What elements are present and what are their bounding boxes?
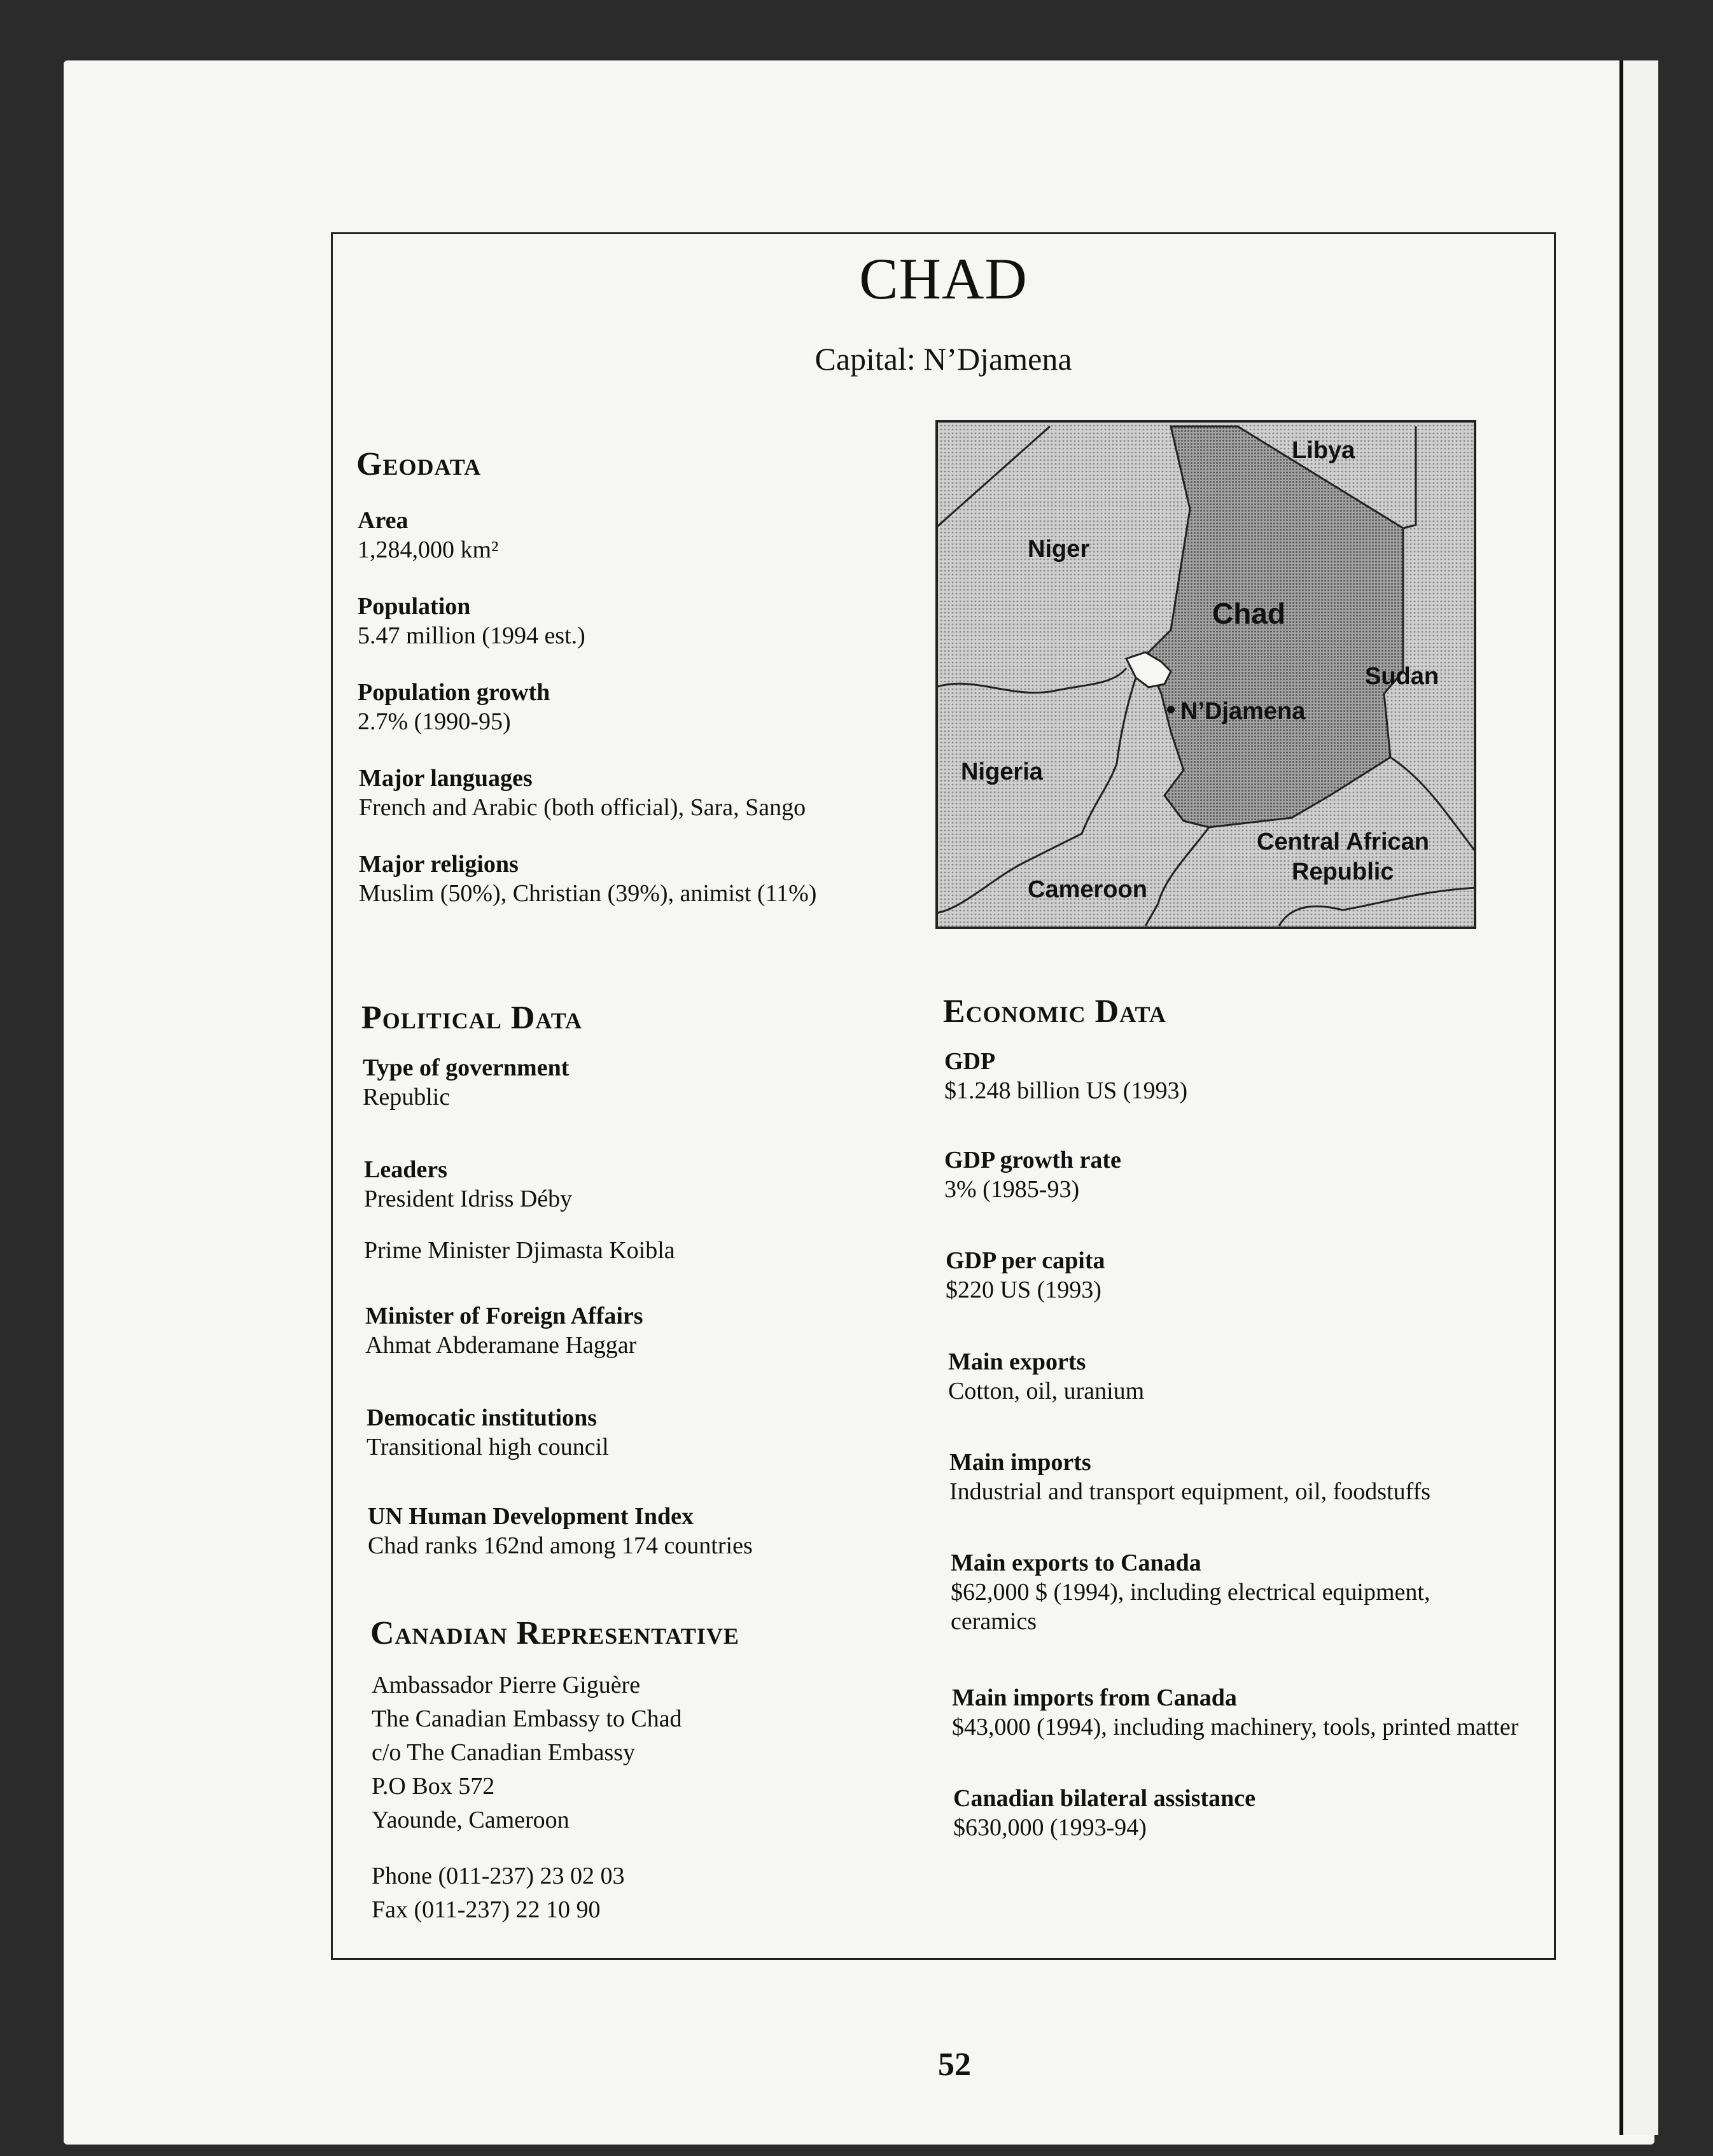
exports-to-canada-value-2: ceramics: [951, 1608, 1037, 1635]
geodata-area: [358, 506, 498, 564]
leaders-label: Leaders: [364, 1156, 447, 1183]
rep-phone: Phone (011-237) 23 02 03: [372, 1863, 625, 1889]
ndjamena-marker: [1167, 706, 1175, 713]
hdi-value: Chad ranks 162nd among 174 countries: [368, 1532, 753, 1559]
map-label-sudan: Sudan: [1365, 663, 1439, 690]
rep-line-1: Ambassador Pierre Giguère: [372, 1672, 641, 1698]
languages-label: Major languages: [359, 765, 533, 792]
economic-bilateral-assistance: [953, 1784, 1255, 1842]
page-title: CHAD: [859, 246, 1028, 311]
map-label-chad: Chad: [1212, 597, 1285, 630]
bilateral-assistance-value: $630,000 (1993-94): [953, 1814, 1147, 1841]
economic-gdp: [944, 1047, 1187, 1105]
main-exports-label: Main exports: [948, 1348, 1086, 1375]
map-label-libya: Libya: [1292, 437, 1355, 464]
economic-gdp-growth: [944, 1145, 1121, 1204]
foreign-minister-label: Minister of Foreign Affairs: [365, 1303, 643, 1329]
exports-to-canada-label: Main exports to Canada: [951, 1550, 1201, 1576]
gdp-growth-label: GDP growth rate: [944, 1147, 1121, 1173]
political-hdi: [368, 1502, 753, 1560]
foreign-minister-value: Ahmat Abderamane Haggar: [365, 1332, 637, 1359]
geodata-heading: Geodata: [356, 446, 482, 482]
population-growth-value: 2.7% (1990-95): [358, 708, 511, 735]
religions-label: Major religions: [359, 851, 519, 878]
political-government: [363, 1053, 569, 1112]
religions-value: Muslim (50%), Christian (39%), animist (11%): [359, 880, 817, 907]
political-leaders: [364, 1155, 572, 1214]
economic-main-exports: [948, 1347, 1144, 1406]
gdp-value: $1.248 billion US (1993): [944, 1077, 1188, 1104]
political-foreign-minister: [365, 1301, 643, 1360]
bilateral-assistance-label: Canadian bilateral assistance: [953, 1785, 1256, 1812]
map-label-niger: Niger: [1028, 536, 1090, 563]
gdp-growth-value: 3% (1985-93): [944, 1176, 1080, 1203]
gdp-per-capita-value: $220 US (1993): [946, 1277, 1101, 1303]
gdp-label: GDP: [944, 1048, 996, 1075]
capital-line: Capital: N’Djamena: [815, 341, 1072, 377]
economic-exports-to-canada: [951, 1548, 1430, 1636]
population-value: 5.47 million (1994 est.): [358, 622, 585, 649]
geodata-population: [358, 592, 585, 650]
government-value: Republic: [363, 1084, 451, 1110]
canadian-representative-heading: Canadian Representative: [370, 1615, 739, 1651]
rep-fax: Fax (011-237) 22 10 90: [372, 1896, 601, 1923]
main-exports-value: Cotton, oil, uranium: [948, 1378, 1145, 1404]
political-data-heading: Political Data: [361, 1000, 583, 1036]
economic-main-imports: [949, 1448, 1430, 1506]
economic-data-heading: Economic Data: [943, 993, 1166, 1030]
rep-line-2: The Canadian Embassy to Chad: [372, 1705, 682, 1732]
map-label-cameroon: Cameroon: [1028, 876, 1147, 903]
geodata-religions: [359, 850, 816, 908]
imports-from-canada-label: Main imports from Canada: [952, 1684, 1237, 1711]
page-number: 52: [938, 2047, 971, 2083]
main-imports-label: Main imports: [949, 1449, 1091, 1476]
geodata-population-growth: [358, 678, 550, 736]
imports-from-canada-value: $43,000 (1994), including machinery, tools, printed matter: [952, 1714, 1519, 1740]
government-label: Type of government: [363, 1054, 570, 1081]
exports-to-canada-value-1: $62,000 $ (1994), including electrical equipment,: [951, 1579, 1430, 1606]
rep-line-3: c/o The Canadian Embassy: [372, 1739, 636, 1766]
page-binding-edge: [1619, 60, 1658, 2135]
area-label: Area: [358, 507, 409, 534]
chad-region-map: [935, 420, 1476, 929]
hdi-label: UN Human Development Index: [368, 1503, 694, 1530]
leader-prime-minister: Prime Minister Djimasta Koibla: [364, 1237, 675, 1264]
leader-president: President Idriss Déby: [364, 1186, 573, 1212]
map-label-car-2: Republic: [1292, 858, 1394, 885]
map-label-ndjamena: N’Djamena: [1180, 698, 1306, 725]
economic-imports-from-canada: [952, 1683, 1518, 1742]
area-value: 1,284,000 km²: [358, 536, 499, 563]
institutions-value: Transitional high council: [367, 1434, 609, 1460]
rep-line-4: P.O Box 572: [372, 1773, 495, 1800]
population-label: Population: [358, 593, 471, 620]
political-institutions: [367, 1403, 609, 1462]
map-label-car-1: Central African: [1257, 829, 1429, 855]
main-imports-value: Industrial and transport equipment, oil, foodstuffs: [949, 1478, 1431, 1505]
geodata-languages: [359, 764, 806, 822]
languages-value: French and Arabic (both official), Sara, Sango: [359, 794, 806, 821]
map-label-nigeria: Nigeria: [961, 759, 1043, 785]
gdp-per-capita-label: GDP per capita: [946, 1247, 1105, 1274]
economic-gdp-per-capita: [946, 1246, 1105, 1305]
population-growth-label: Population growth: [358, 679, 550, 706]
rep-line-5: Yaounde, Cameroon: [372, 1807, 570, 1833]
institutions-label: Democatic institutions: [367, 1404, 598, 1431]
